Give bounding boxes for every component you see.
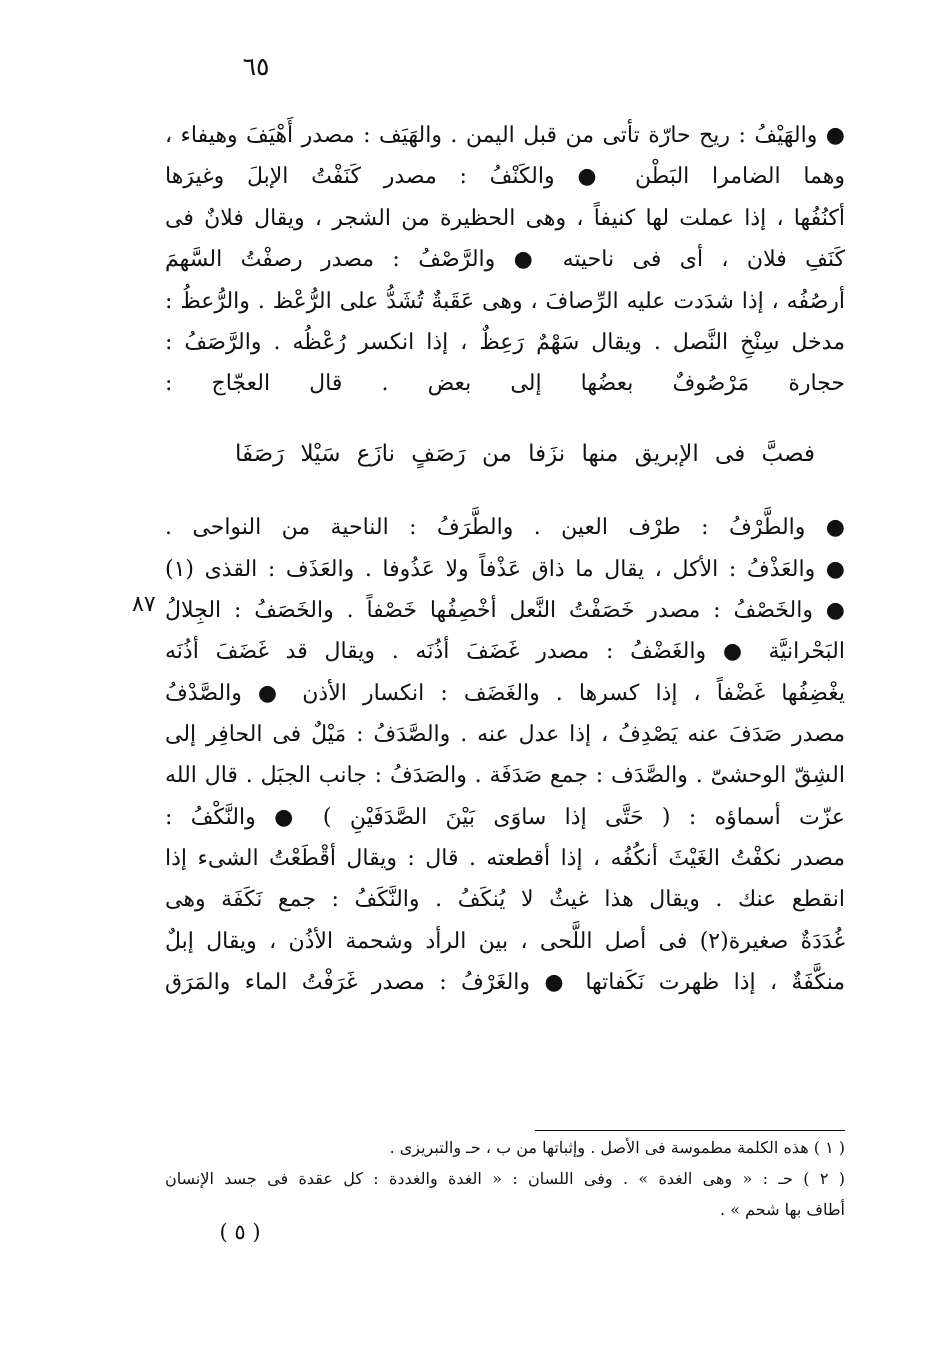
- text-line: مصدر نكفْتُ الغَيْثَ أنكُفُه ، إذا أقطعته . قال : ويقال أقْطَعْتُ الشىء إذا: [165, 846, 845, 871]
- text-line: مصدر صَدَفَ عنه يَصْدِفُ ، إذا عدل عنه . والصَّدَفُ : مَيْلٌ فى الحافِر إلى: [165, 722, 845, 747]
- poetry-verse: فصبَّ فى الإبريق منها نزَفا من رَصَفٍ نازَع سَيْلا رَصَفَا: [235, 441, 815, 467]
- text-line: حجارة مَرْصُوفٌ بعضُها إلى بعض . قال العجّاج :: [165, 371, 845, 396]
- text-line: عزّت أسماؤه : ( حَتَّى إذا ساوَى بَيْنَ الصَّدَفَيْنِ ) ● والنَّكْفُ :: [165, 805, 845, 830]
- text-line: أكنُفُها ، إذا عملت لها كنيفاً ، وهى الحظيرة من الشجر ، ويقال فلانٌ فى: [165, 206, 845, 231]
- text-line: غُدَدَةٌ صغيرة(٢) فى أصل اللَّحى ، بين الرأد وشحمة الأذُن ، ويقال إبلٌ: [165, 929, 845, 954]
- text-line: ● والخَصْفُ : مصدر خَصَفْتُ النَّعل أخْصِفُها خَصْفاً . والخَصَفُ : الجِلالُ: [165, 598, 845, 623]
- text-line: ● والعَذْفُ : الأكل ، يقال ما ذاق عَذْفاً ولا عَذُوفا . والعَذَف : القذى (١): [165, 557, 845, 582]
- text-line: ● والطَّرْفُ : طرْف العين . والطَّرَفُ : الناحية من النواحى .: [165, 515, 845, 540]
- text-line: وهما الضامرا البَطْن ● والكَنْفُ : مصدر كَنَفْتُ الإبلَ وغيرَها: [165, 164, 845, 189]
- footnote-separator: [535, 1130, 845, 1131]
- printer-signature: ( ٥ ): [219, 1220, 261, 1244]
- text-line: أرصُفُه ، إذا شدَدت عليه الرِّصافَ ، وهى عَقَبةٌ تُشَدُّ على الرُّعْظ . والرُّعظُ :: [165, 289, 845, 314]
- page-number: ٦٥: [242, 52, 270, 81]
- text-line: مدخل سِنْخِ النَّصل . ويقال سَهْمٌ رَعِظٌ ، إذا انكسر رُعْظُه . والرَّصَفُ :: [165, 330, 845, 355]
- footnote-2: ( ٢ ) حـ : « وهى الغدة » . وفى اللسان : « الغدة والغددة : كل عقدة فى جسد الإنسان: [165, 1169, 845, 1188]
- text-line: ● والهَيْفُ : ريح حارّة تأتى من قبل اليمن . والهَيَف : مصدر أَهْيَفَ وهيفاء ،: [165, 123, 845, 148]
- text-line: الشِقّ الوحشىّ . والصَّدَف : جمع صَدَفَة . والصَدَفُ : جانب الجبَل . قال الله: [165, 763, 845, 788]
- footnote-1: ( ١ ) هذه الكلمة مطموسة فى الأصل . وإثباتها من ب ، حـ والتبريزى .: [389, 1138, 845, 1157]
- text-line: البَحْرانيَّة ● والغَضْفُ : مصدر غَضَفَ أذُنَه . ويقال قد غَضَفَ أذُنَه: [165, 639, 845, 664]
- text-line: منكَّفَةٌ ، إذا ظهرت نَكَفاتها ● والغَرْفُ : مصدر غَرَفْتُ الماء والمَرَق: [165, 970, 845, 995]
- text-line: انقطع عنك . ويقال هذا غيثٌ لا يُنكَفُ . والنَّكَفُ : جمع نَكَفَة وهى: [165, 887, 845, 912]
- text-line: يغْضِفُها غَضْفاً ، إذا كسرها . والغَضَف : انكسار الأذن ● والصَّدْفُ: [165, 681, 845, 706]
- text-line: كَنَفِ فلان ، أى فى ناحيته ● والرَّصْفُ : مصدر رصفْتُ السَّهمَ: [165, 247, 845, 272]
- margin-page-reference: ٨٧: [132, 592, 156, 617]
- footnote-2-continuation: أطاف بها شحم » .: [720, 1200, 845, 1219]
